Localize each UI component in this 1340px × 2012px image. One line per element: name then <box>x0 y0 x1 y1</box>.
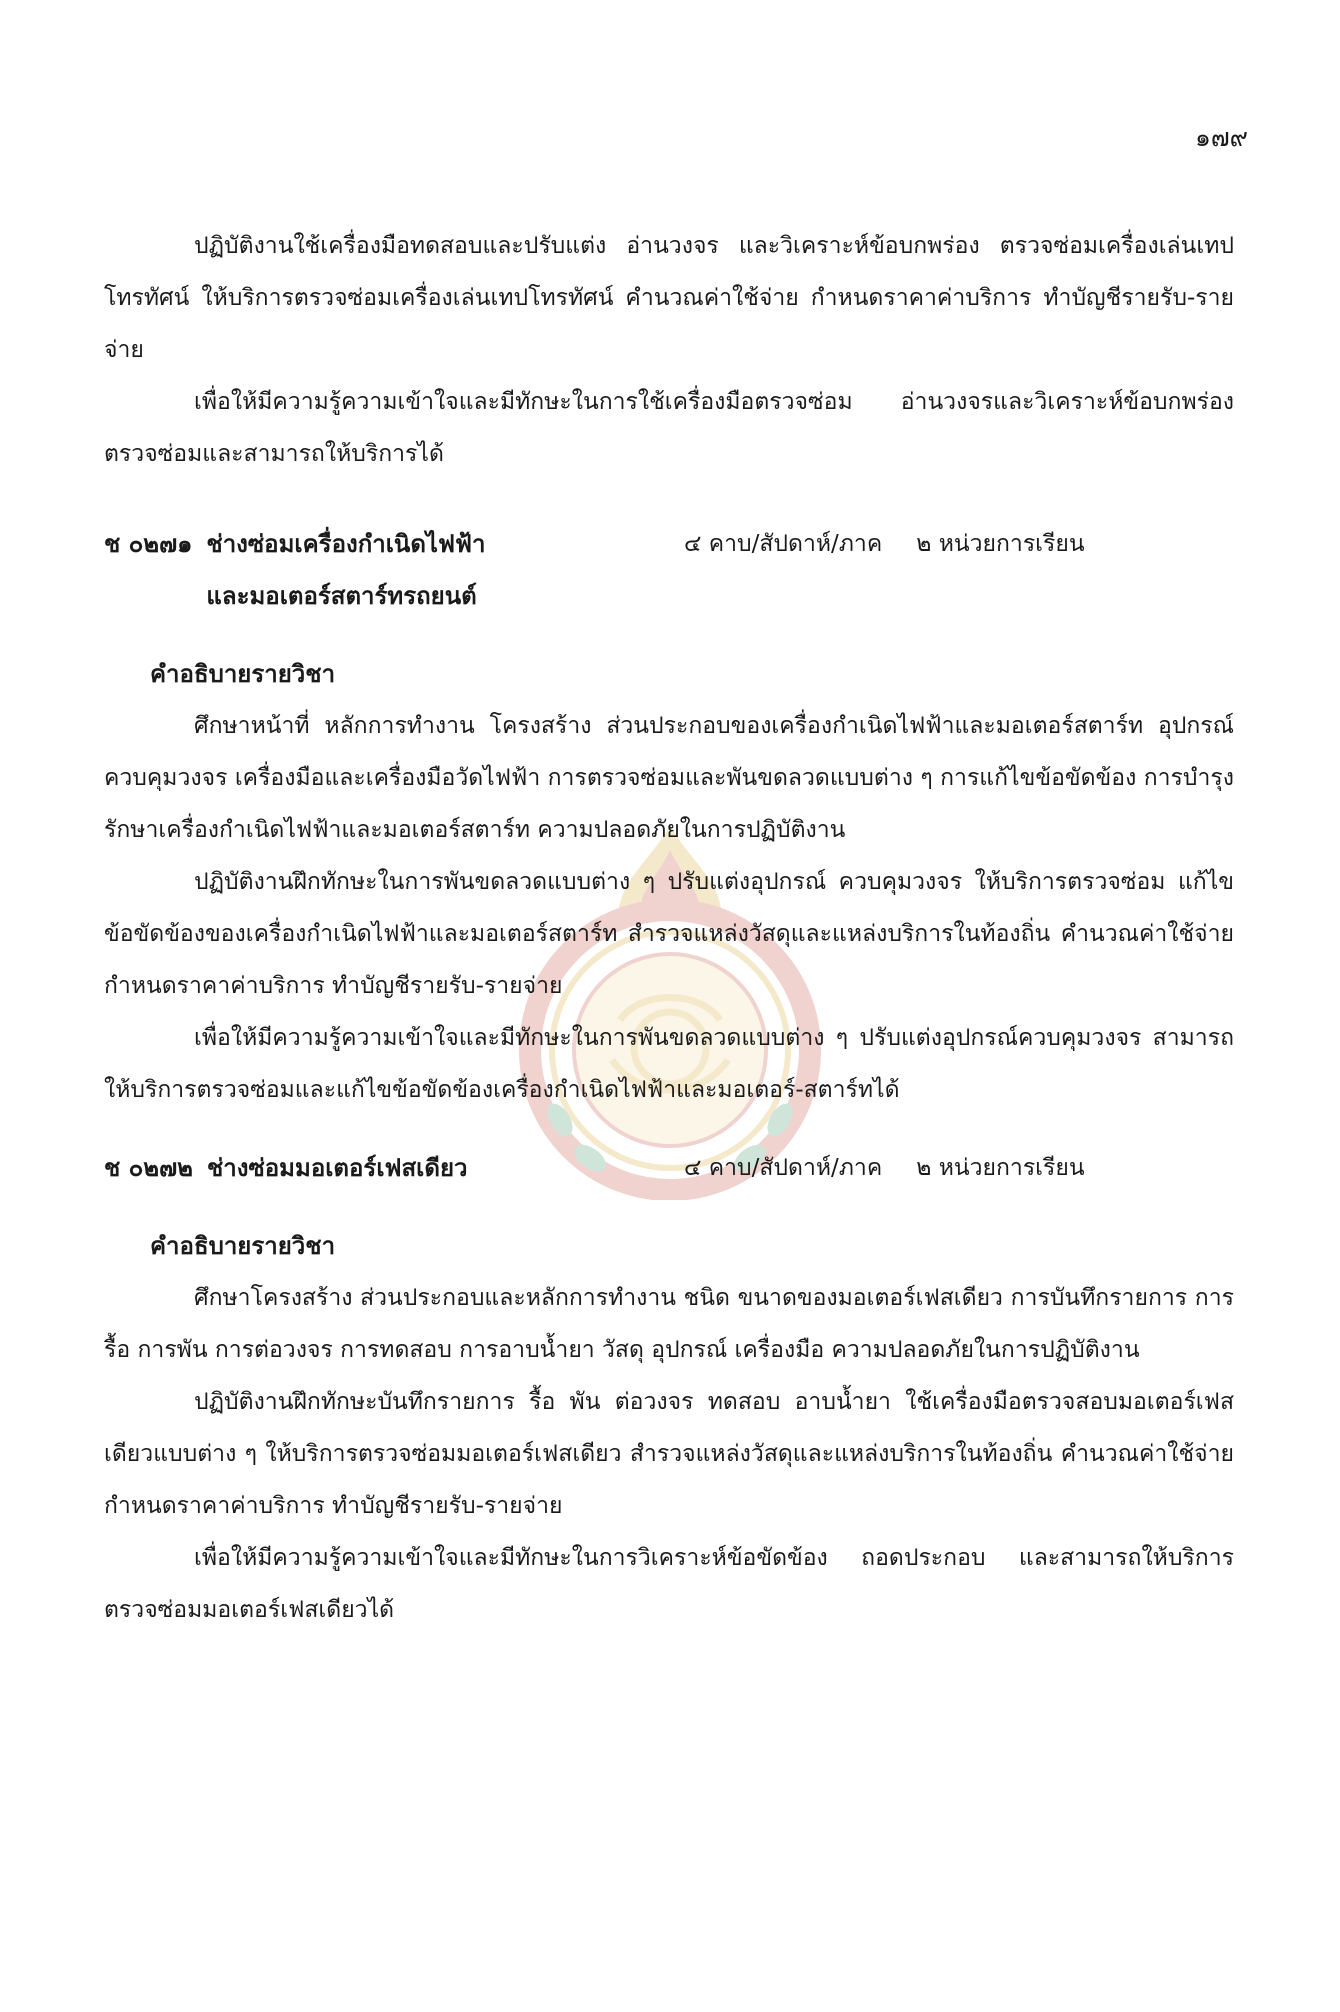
course-practice-paragraph: ปฏิบัติงานฝึกทักษะบันทึกรายการ รื้อ พัน ต่อวงจร ทดสอบ อาบน้ำยา ใช้เครื่องมือตรวจสอบมอเตอร์เฟสเดียวแบบต่าง ๆ ให้บริการตรวจซ่อมมอเตอร์เฟสเดียว สำรวจแหล่งวัสดุและแหล่งบริการในท้องถิ่น คำนวณค่าใช้จ่าย กำหนดราคาค่าบริการ ทำบัญชีรายรับ-รายจ่าย <box>104 1389 1234 1519</box>
document-body <box>104 220 1234 1636</box>
course-credits: ๒ หน่วยการเรียน <box>916 531 1085 557</box>
course-periods: ๔ คาบ/สัปดาห์/ภาค <box>684 1155 883 1181</box>
course-name-line1: ช่างซ่อมเครื่องกำเนิดไฟฟ้า <box>206 530 486 558</box>
course-header <box>104 1142 1234 1194</box>
section-spacer <box>104 480 1234 518</box>
course-code: ช ๐๒๗๑ <box>104 530 193 558</box>
section-spacer <box>104 1194 1234 1220</box>
course-objective-paragraph: เพื่อให้มีความรู้ความเข้าใจและมีทักษะในการพันขดลวดแบบต่าง ๆ ปรับแต่งอุปกรณ์ควบคุมวงจร สามารถให้บริการตรวจซ่อมและแก้ไขข้อขัดข้องเครื่องกำเนิดไฟฟ้าและมอเตอร์-สตาร์ทได้ <box>104 1025 1234 1103</box>
page-number: ๑๗๙ <box>1195 123 1248 152</box>
section-spacer <box>104 1116 1234 1142</box>
course-meta <box>684 518 1085 570</box>
course-credits: ๒ หน่วยการเรียน <box>916 1155 1085 1181</box>
course-study-paragraph: ศึกษาโครงสร้าง ส่วนประกอบและหลักการทำงาน ชนิด ขนาดของมอเตอร์เฟสเดียว การบันทึกรายการ การรื้อ การพัน การต่อวงจร การทดสอบ การอาบน้ำยา วัสดุ อุปกรณ์ เครื่องมือ ความปลอดภัยในการปฏิบัติงาน <box>104 1285 1234 1363</box>
intro-objective-paragraph: เพื่อให้มีความรู้ความเข้าใจและมีทักษะในการใช้เครื่องมือตรวจซ่อม อ่านวงจรและวิเคราะห์ข้อบกพร่อง ตรวจซ่อมและสามารถให้บริการได้ <box>104 389 1234 467</box>
course-name-line2: และมอเตอร์สตาร์ทรถยนต์ <box>206 582 477 610</box>
intro-practice-paragraph: ปฏิบัติงานใช้เครื่องมือทดสอบและปรับแต่ง อ่านวงจร และวิเคราะห์ข้อบกพร่อง ตรวจซ่อมเครื่องเล่นเทปโทรทัศน์ ให้บริการตรวจซ่อมเครื่องเล่นเทปโทรทัศน์ คำนวณค่าใช้จ่าย กำหนดราคาค่าบริการ ทำบัญชีรายรับ-รายจ่าย <box>104 233 1234 363</box>
course-code: ช ๐๒๗๒ <box>104 1154 193 1182</box>
description-heading: คำอธิบายรายวิชา <box>150 660 336 688</box>
course-name <box>206 518 485 622</box>
course-practice-paragraph: ปฏิบัติงานฝึกทักษะในการพันขดลวดแบบต่าง ๆ ปรับแต่งอุปกรณ์ ควบคุมวงจร ให้บริการตรวจซ่อม แก้ไขข้อขัดข้องของเครื่องกำเนิดไฟฟ้าและมอเตอร์สตาร์ท สำรวจแหล่งวัสดุและแหล่งบริการในท้องถิ่น คำนวณค่าใช้จ่าย กำหนดราคาค่าบริการ ทำบัญชีรายรับ-รายจ่าย <box>104 869 1234 999</box>
course-section <box>104 518 1234 1116</box>
course-header <box>104 518 1234 622</box>
description-heading: คำอธิบายรายวิชา <box>150 1232 336 1260</box>
course-title-block <box>104 518 684 622</box>
course-section <box>104 1142 1234 1636</box>
course-name-line1: ช่างซ่อมมอเตอร์เฟสเดียว <box>206 1154 468 1182</box>
course-name <box>207 1142 468 1194</box>
course-periods: ๔ คาบ/สัปดาห์/ภาค <box>684 531 883 557</box>
course-title-block <box>104 1142 684 1194</box>
course-objective-paragraph: เพื่อให้มีความรู้ความเข้าใจและมีทักษะในการวิเคราะห์ข้อขัดข้อง ถอดประกอบ และสามารถให้บริการตรวจซ่อมมอเตอร์เฟสเดียวได้ <box>104 1545 1234 1623</box>
course-study-paragraph: ศึกษาหน้าที่ หลักการทำงาน โครงสร้าง ส่วนประกอบของเครื่องกำเนิดไฟฟ้าและมอเตอร์สตาร์ท อุปกรณ์ควบคุมวงจร เครื่องมือและเครื่องมือวัดไฟฟ้า การตรวจซ่อมและพันขดลวดแบบต่าง ๆ การแก้ไขข้อขัดข้อง การบำรุงรักษาเครื่องกำเนิดไฟฟ้าและมอเตอร์สตาร์ท ความปลอดภัยในการปฏิบัติงาน <box>104 713 1234 843</box>
course-meta <box>684 1142 1085 1194</box>
section-spacer <box>104 622 1234 648</box>
